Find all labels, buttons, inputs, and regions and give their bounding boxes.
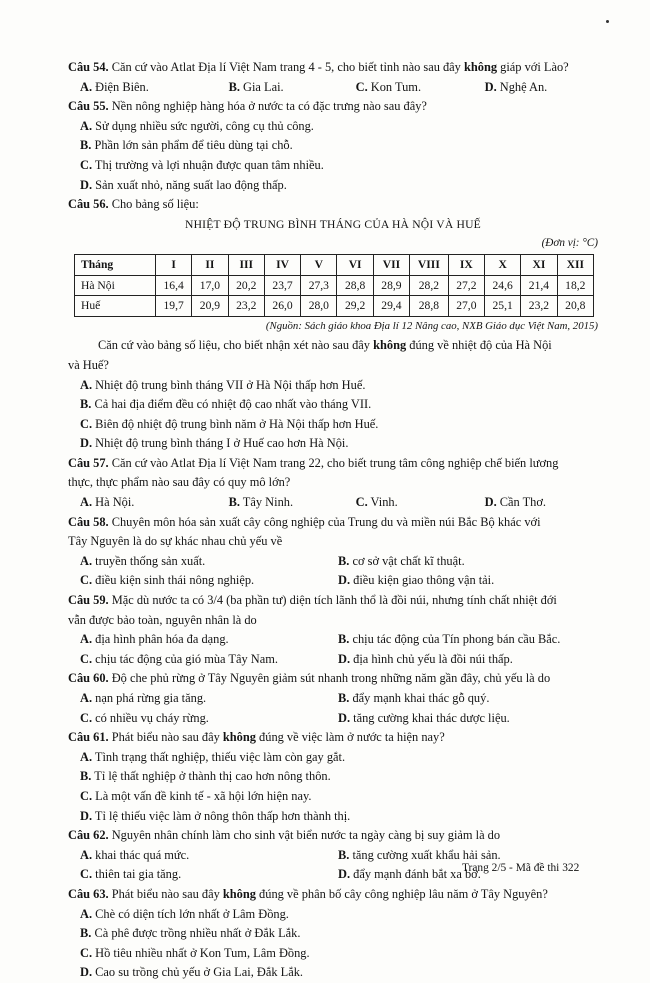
table-header-cell: V: [301, 254, 337, 275]
emphasis-text: không: [373, 338, 407, 353]
emphasis-text: không: [222, 730, 256, 745]
table-header-cell: IV: [264, 254, 300, 275]
table-header-cell: IX: [448, 254, 484, 275]
table-cell: 16,4: [156, 275, 192, 296]
option-c: C. Thị trường và lợi nhuận được quan tâm nhiều.: [80, 157, 324, 172]
option-b: B. tăng cường xuất khẩu hải sản.: [338, 847, 501, 862]
option-c: C. Là một vấn đề kinh tế - xã hội lớn hiện nay.: [80, 788, 312, 803]
table-cell: 27,0: [448, 296, 484, 317]
question-63: [68, 885, 598, 905]
option-c: C. Kon Tum.: [355, 79, 422, 94]
option-d: D. tăng cường khai thác dược liệu.: [338, 710, 510, 725]
option-a: A. địa hình phân hóa đa dạng.: [80, 632, 229, 647]
question-number: Câu 61.: [68, 730, 109, 745]
question-text: đúng về việc làm ở nước ta hiện nay?: [255, 730, 445, 745]
table-cell: 21,4: [521, 275, 557, 296]
question-number: Câu 56.: [68, 197, 109, 212]
table-cell: 25,1: [485, 296, 521, 317]
table-cell: 27,2: [448, 275, 484, 296]
table-header-cell: I: [156, 254, 192, 275]
page-speck: [606, 20, 609, 23]
table-cell: 28,2: [410, 275, 449, 296]
question-text: Mặc dù nước ta có 3/4 (ba phần tư) diện tích lãnh thổ là đồi núi, nhưng tính chất nhiệt đới: [108, 593, 557, 608]
option-d: D. địa hình chủ yếu là đồi núi thấp.: [338, 651, 513, 666]
table-cell: 18,2: [557, 275, 593, 296]
table-cell: 20,2: [228, 275, 264, 296]
table-cell: 17,0: [192, 275, 228, 296]
options-row: [68, 493, 598, 513]
option-a: A. Chè có diện tích lớn nhất ở Lâm Đồng.: [80, 906, 289, 921]
question-number: Câu 55.: [68, 99, 109, 114]
question-58-cont: Tây Nguyên là do sự khác nhau chủ yếu về: [68, 534, 283, 549]
table-header-cell: XII: [557, 254, 593, 275]
table-cell: 23,7: [264, 275, 300, 296]
table-row: [75, 296, 594, 317]
question-57-cont: thực, thực phẩm nào sau đây có quy mô lớn?: [68, 475, 291, 490]
option-d: D. Cần Thơ.: [484, 495, 547, 510]
question-54: [68, 58, 598, 78]
table-cell: 20,9: [192, 296, 228, 317]
table-header-row: [75, 254, 594, 275]
table-header-cell: II: [192, 254, 228, 275]
option-b: B. Tây Ninh.: [228, 495, 294, 510]
question-56-prompt-cont: và Huế?: [68, 357, 109, 372]
question-58: [68, 513, 598, 533]
option-b: B. đẩy mạnh khai thác gỗ quý.: [338, 691, 490, 705]
question-number: Câu 54.: [68, 60, 109, 74]
emphasis-text: không: [463, 60, 498, 74]
table-cell: 19,7: [156, 296, 192, 317]
option-d: D. Cao su trồng chủ yếu ở Gia Lai, Đắk Lắk.: [80, 965, 303, 980]
question-text: Chuyên môn hóa sản xuất cây công nghiệp của Trung du và miền núi Bắc Bộ khác với: [108, 514, 541, 529]
question-text: Cho bảng số liệu:: [108, 197, 199, 212]
table-cell: 29,2: [337, 296, 373, 317]
options-row: [68, 78, 598, 98]
question-number: Câu 57.: [68, 455, 109, 470]
table-source: (Nguồn: Sách giáo khoa Địa lí 12 Nâng cao, NXB Giáo dục Việt Nam, 2015): [265, 319, 598, 332]
option-c: C. chịu tác động của gió mùa Tây Nam.: [80, 651, 278, 666]
question-55: [68, 97, 598, 117]
option-c: C. điều kiện sinh thái nông nghiệp.: [80, 573, 255, 588]
table-header-cell: III: [228, 254, 264, 275]
options-row: [68, 650, 598, 670]
table-cell: 24,6: [485, 275, 521, 296]
option-d: D. Nghệ An.: [484, 79, 548, 94]
option-c: C. Biên độ nhiệt độ trung bình năm ở Hà Nội thấp hơn Huế.: [80, 416, 379, 431]
question-text: Căn cứ vào Atlat Địa lí Việt Nam trang 4 - 5, cho biết tỉnh nào sau đây: [108, 60, 464, 74]
option-c: C. có nhiều vụ cháy rừng.: [80, 710, 209, 725]
option-b: B. Phần lớn sản phẩm để tiêu dùng tại chỗ.: [80, 138, 293, 153]
table-header-cell: VII: [373, 254, 409, 275]
question-text: Phát biểu nào sau đây: [108, 730, 223, 745]
table-header-cell: VI: [337, 254, 373, 275]
table-row: [75, 275, 594, 296]
table-header-cell: X: [485, 254, 521, 275]
option-a: A. truyền thống sản xuất.: [80, 553, 206, 568]
emphasis-text: không: [222, 886, 256, 901]
option-d: D. Sản xuất nhỏ, năng suất lao động thấp.: [80, 177, 287, 192]
option-c: C. Vinh.: [355, 495, 398, 510]
question-number: Câu 58.: [68, 514, 109, 529]
table-cell: 28,8: [337, 275, 373, 296]
option-b: B. Gia Lai.: [228, 79, 284, 94]
question-text: Nguyên nhân chính làm cho sinh vật biển nước ta ngày càng bị suy giảm là do: [108, 828, 501, 843]
option-c: C. thiên tai gia tăng.: [80, 867, 182, 882]
question-text: đúng về phân bố cây công nghiệp lâu năm ở Tây Nguyên?: [255, 886, 548, 901]
options-row: [68, 630, 598, 650]
question-number: Câu 59.: [68, 593, 109, 608]
table-cell: 28,0: [301, 296, 337, 317]
options-row: [68, 552, 598, 572]
temperature-table: [74, 254, 594, 317]
question-text: Căn cứ vào Atlat Địa lí Việt Nam trang 22, cho biết trung tâm công nghiệp chế biến lương: [108, 455, 559, 470]
table-cell: 28,9: [373, 275, 409, 296]
option-a: A. nạn phá rừng gia tăng.: [80, 691, 207, 705]
question-59-cont: vẫn được bảo toàn, nguyên nhân là do: [68, 612, 257, 627]
option-d: D. Nhiệt độ trung bình tháng I ở Huế cao hơn Hà Nội.: [80, 436, 349, 451]
option-b: B. chịu tác động của Tín phong bán cầu Bắc.: [338, 632, 561, 647]
question-57: [68, 454, 598, 474]
question-text: giáp với Lào?: [497, 60, 569, 74]
question-number: Câu 63.: [68, 886, 109, 901]
table-cell: 26,0: [264, 296, 300, 317]
option-d: D. đẩy mạnh đánh bắt xa bờ.: [338, 867, 481, 882]
option-b: B. cơ sở vật chất kĩ thuật.: [338, 553, 465, 568]
table-title: NHIỆT ĐỘ TRUNG BÌNH THÁNG CỦA HÀ NỘI VÀ HUẾ: [185, 217, 481, 231]
option-a: A. Tình trạng thất nghiệp, thiếu việc làm còn gay gắt.: [80, 749, 346, 764]
options-row: [68, 571, 598, 591]
option-b: B. Cả hai địa điểm đều có nhiệt độ cao nhất vào tháng VII.: [80, 397, 372, 412]
exam-page: [68, 58, 598, 983]
table-cell: 23,2: [521, 296, 557, 317]
question-62: [68, 826, 598, 846]
question-61: [68, 728, 598, 748]
option-c: C. Hồ tiêu nhiều nhất ở Kon Tum, Lâm Đồng.: [80, 945, 310, 960]
question-59: [68, 591, 598, 611]
option-a: A. Điện Biên.: [80, 79, 149, 94]
table-header-cell: Tháng: [75, 254, 156, 275]
question-60: [68, 669, 598, 689]
option-a: A. khai thác quá mức.: [80, 847, 190, 862]
option-d: D. điều kiện giao thông vận tải.: [338, 573, 495, 588]
option-a: A. Sử dụng nhiều sức người, công cụ thủ công.: [80, 118, 314, 133]
table-cell: Hà Nội: [75, 275, 156, 296]
options-row: [68, 689, 598, 709]
table-cell: 29,4: [373, 296, 409, 317]
option-a: A. Hà Nội.: [80, 495, 135, 510]
question-56: [68, 195, 598, 215]
table-unit: (Đơn vị: °C): [541, 237, 598, 250]
option-b: B. Cà phê được trồng nhiều nhất ở Đắk Lắk.: [80, 926, 301, 941]
question-text: Nền nông nghiệp hàng hóa ở nước ta có đặc trưng nào sau đây?: [108, 99, 427, 114]
table-header-cell: VIII: [410, 254, 449, 275]
question-text: Phát biểu nào sau đây: [108, 886, 223, 901]
table-cell: 27,3: [301, 275, 337, 296]
table-cell: Huế: [75, 296, 156, 317]
question-text: Độ che phủ rừng ở Tây Nguyên giảm sút nhanh trong những năm gần đây, chủ yếu là do: [108, 671, 551, 686]
option-a: A. Nhiệt độ trung bình tháng VII ở Hà Nội thấp hơn Huế.: [80, 377, 366, 392]
page-footer: Trang 2/5 - Mã đề thi 322: [462, 862, 580, 874]
options-row: [68, 709, 598, 729]
table-cell: 23,2: [228, 296, 264, 317]
table-cell: 28,8: [410, 296, 449, 317]
option-b: B. Tỉ lệ thất nghiệp ở thành thị cao hơn nông thôn.: [80, 769, 331, 784]
option-d: D. Tỉ lệ thiếu việc làm ở nông thôn thấp hơn thành thị.: [80, 808, 351, 823]
question-56-prompt: Căn cứ vào bảng số liệu, cho biết nhận xét nào sau đây không đúng về nhiệt độ của Hà Nội: [98, 338, 552, 353]
table-cell: 20,8: [557, 296, 593, 317]
question-number: Câu 60.: [68, 671, 109, 686]
table-header-cell: XI: [521, 254, 557, 275]
question-number: Câu 62.: [68, 828, 109, 843]
